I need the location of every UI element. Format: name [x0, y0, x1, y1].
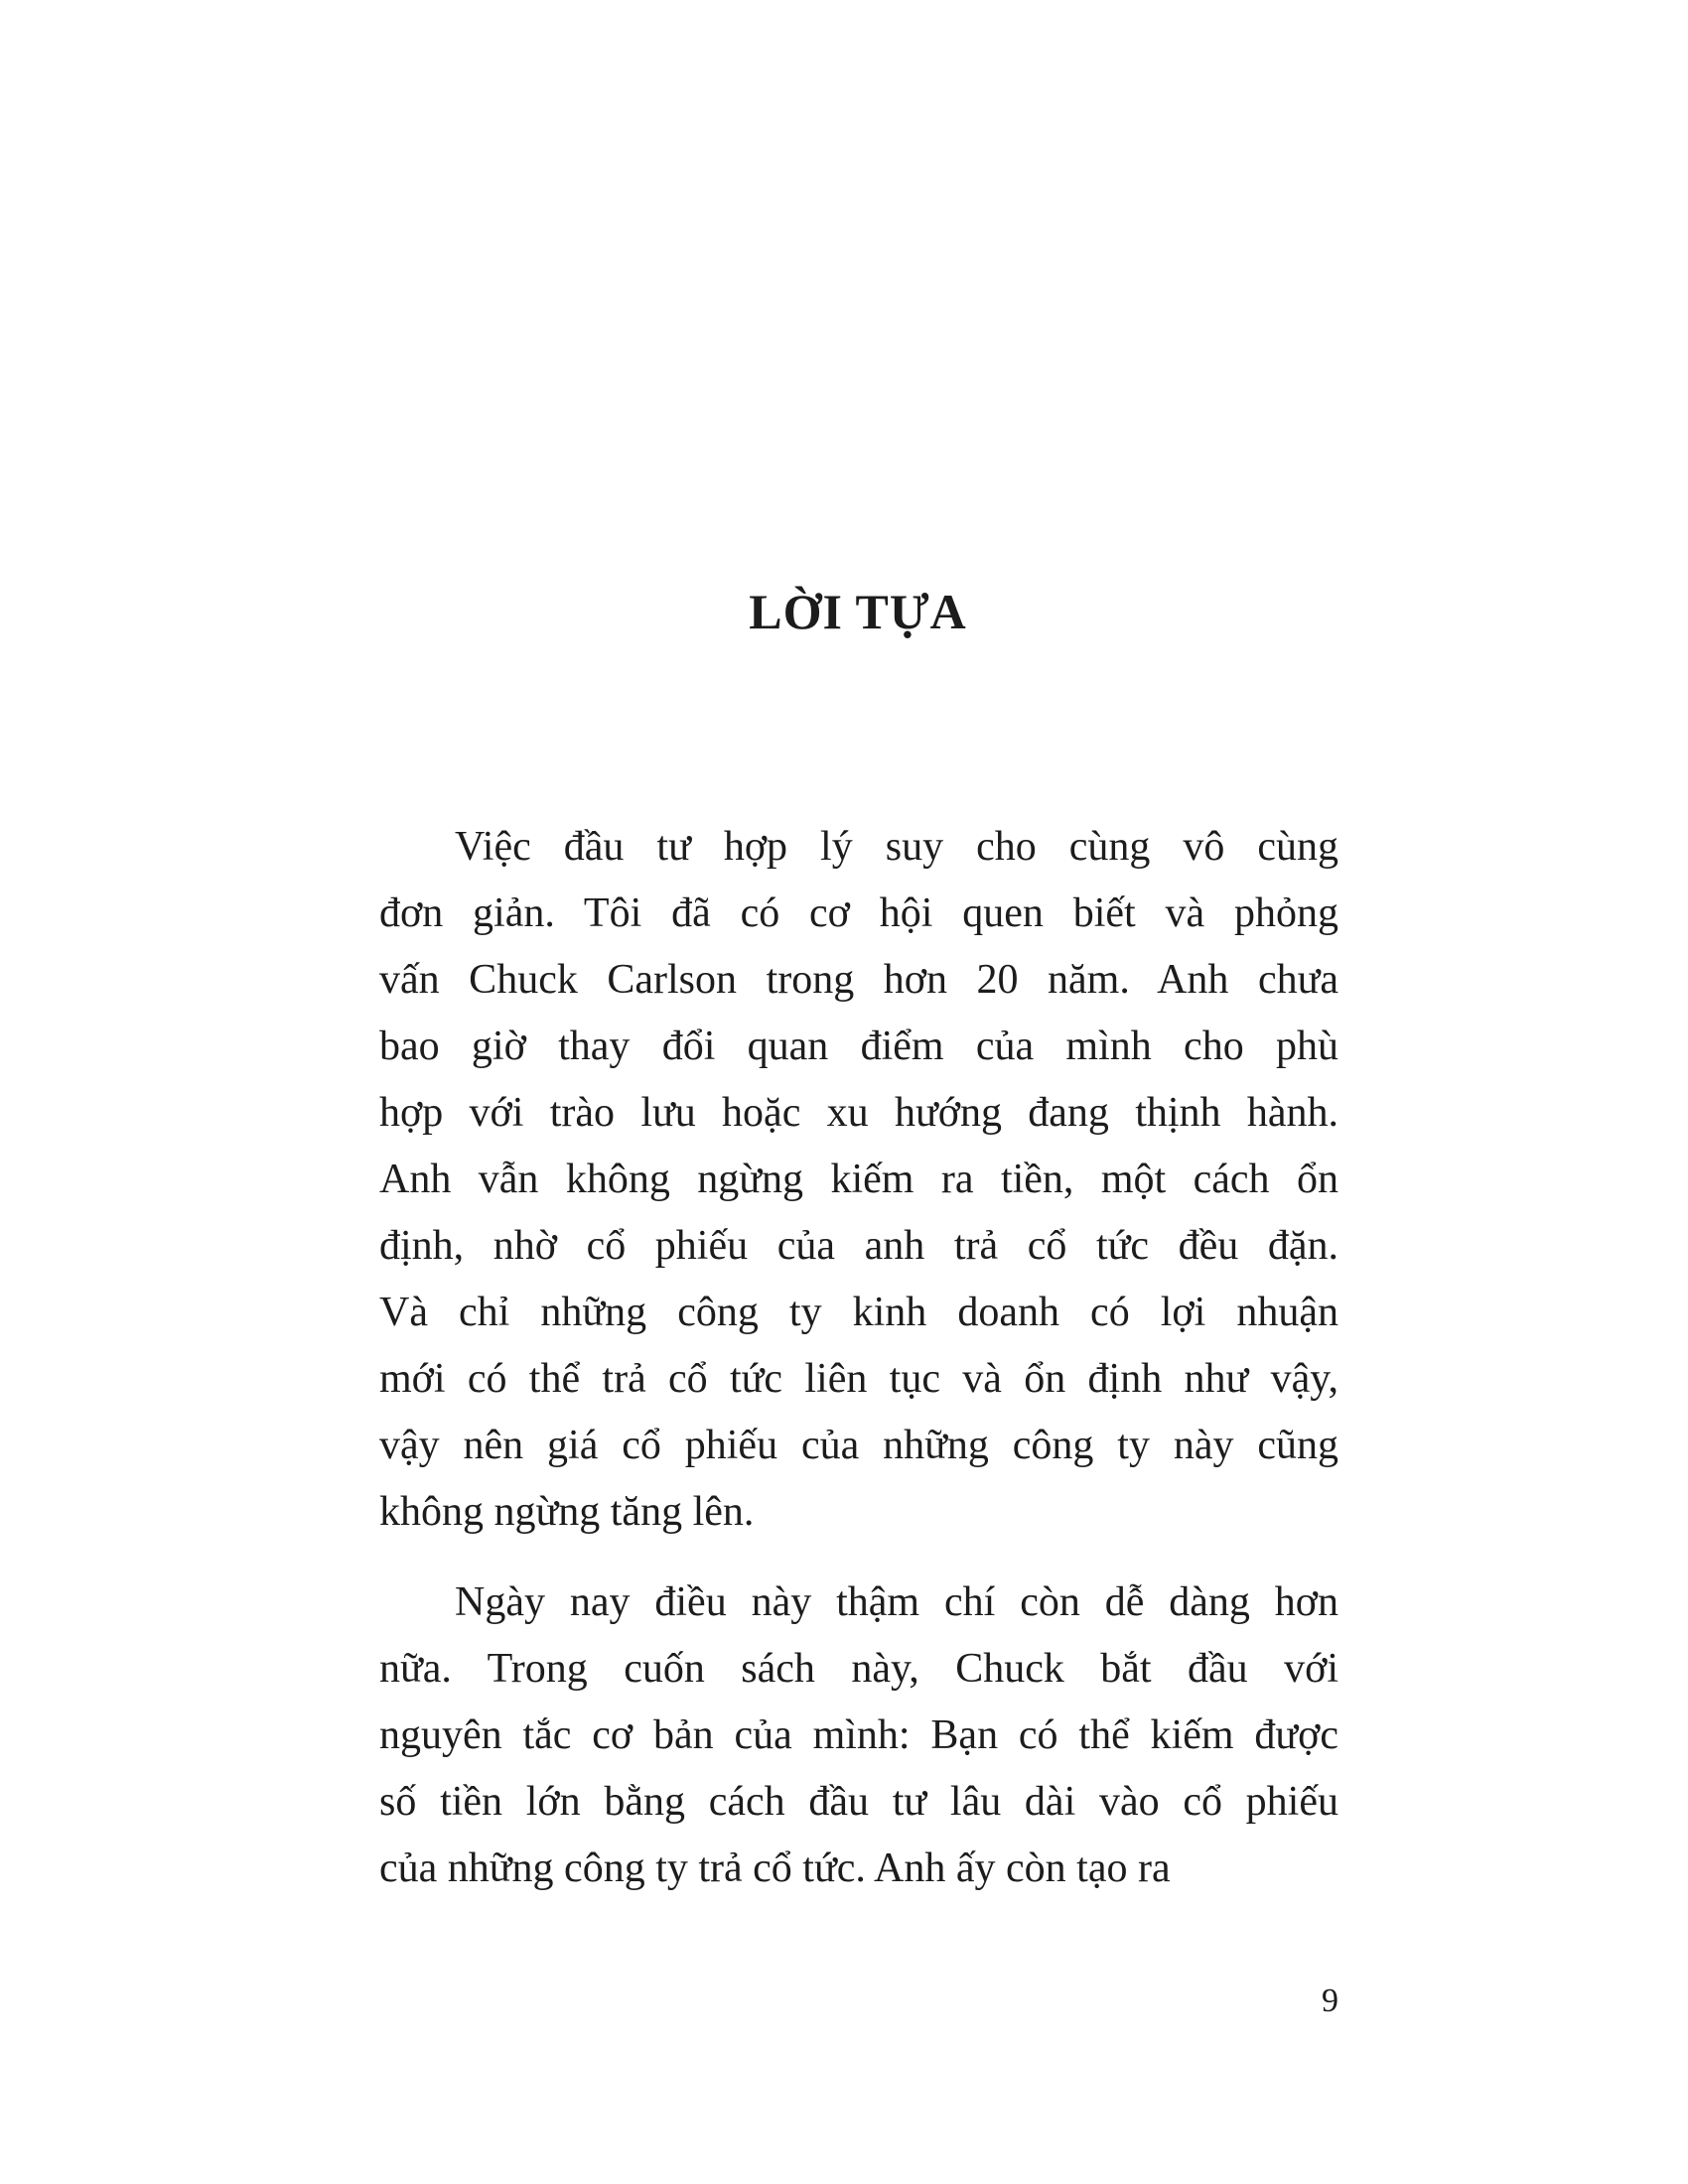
body-text [379, 814, 1338, 1926]
text-line: Việc đầu tư hợp lý suy cho cùng vô cùng [455, 824, 1338, 870]
page-title: LỜI TỰA [749, 584, 967, 639]
text-line: nữa. Trong cuốn sách này, Chuck bắt đầu với [379, 1646, 1338, 1692]
paragraph [379, 814, 1338, 1546]
page-number: 9 [1322, 1982, 1338, 2019]
text-line: số tiền lớn bằng cách đầu tư lâu dài vào cổ phiếu [379, 1779, 1338, 1825]
text-line: của những công ty trả cổ tức. Anh ấy còn tạo ra [379, 1845, 1171, 1891]
text-line: vậy nên giá cổ phiếu của những công ty này cũng [379, 1423, 1338, 1468]
text-line: định, nhờ cổ phiếu của anh trả cổ tức đều đặn. [379, 1223, 1338, 1269]
text-line: đơn giản. Tôi đã có cơ hội quen biết và phỏng [379, 890, 1338, 936]
text-line: Ngày nay điều này thậm chí còn dễ dàng hơn [455, 1579, 1338, 1625]
text-line: vấn Chuck Carlson trong hơn 20 năm. Anh chưa [379, 957, 1338, 1003]
text-line: hợp với trào lưu hoặc xu hướng đang thịnh hành. [379, 1090, 1338, 1136]
text-line: mới có thể trả cổ tức liên tục và ổn định như vậy, [379, 1356, 1338, 1402]
text-line: không ngừng tăng lên. [379, 1489, 755, 1535]
text-line: bao giờ thay đổi quan điểm của mình cho phù [379, 1024, 1338, 1069]
text-line: nguyên tắc cơ bản của mình: Bạn có thể kiếm được [379, 1712, 1338, 1758]
text-line: Và chỉ những công ty kinh doanh có lợi nhuận [379, 1290, 1338, 1335]
text-line: Anh vẫn không ngừng kiếm ra tiền, một cách ổn [379, 1157, 1338, 1202]
paragraph [379, 1570, 1338, 1902]
